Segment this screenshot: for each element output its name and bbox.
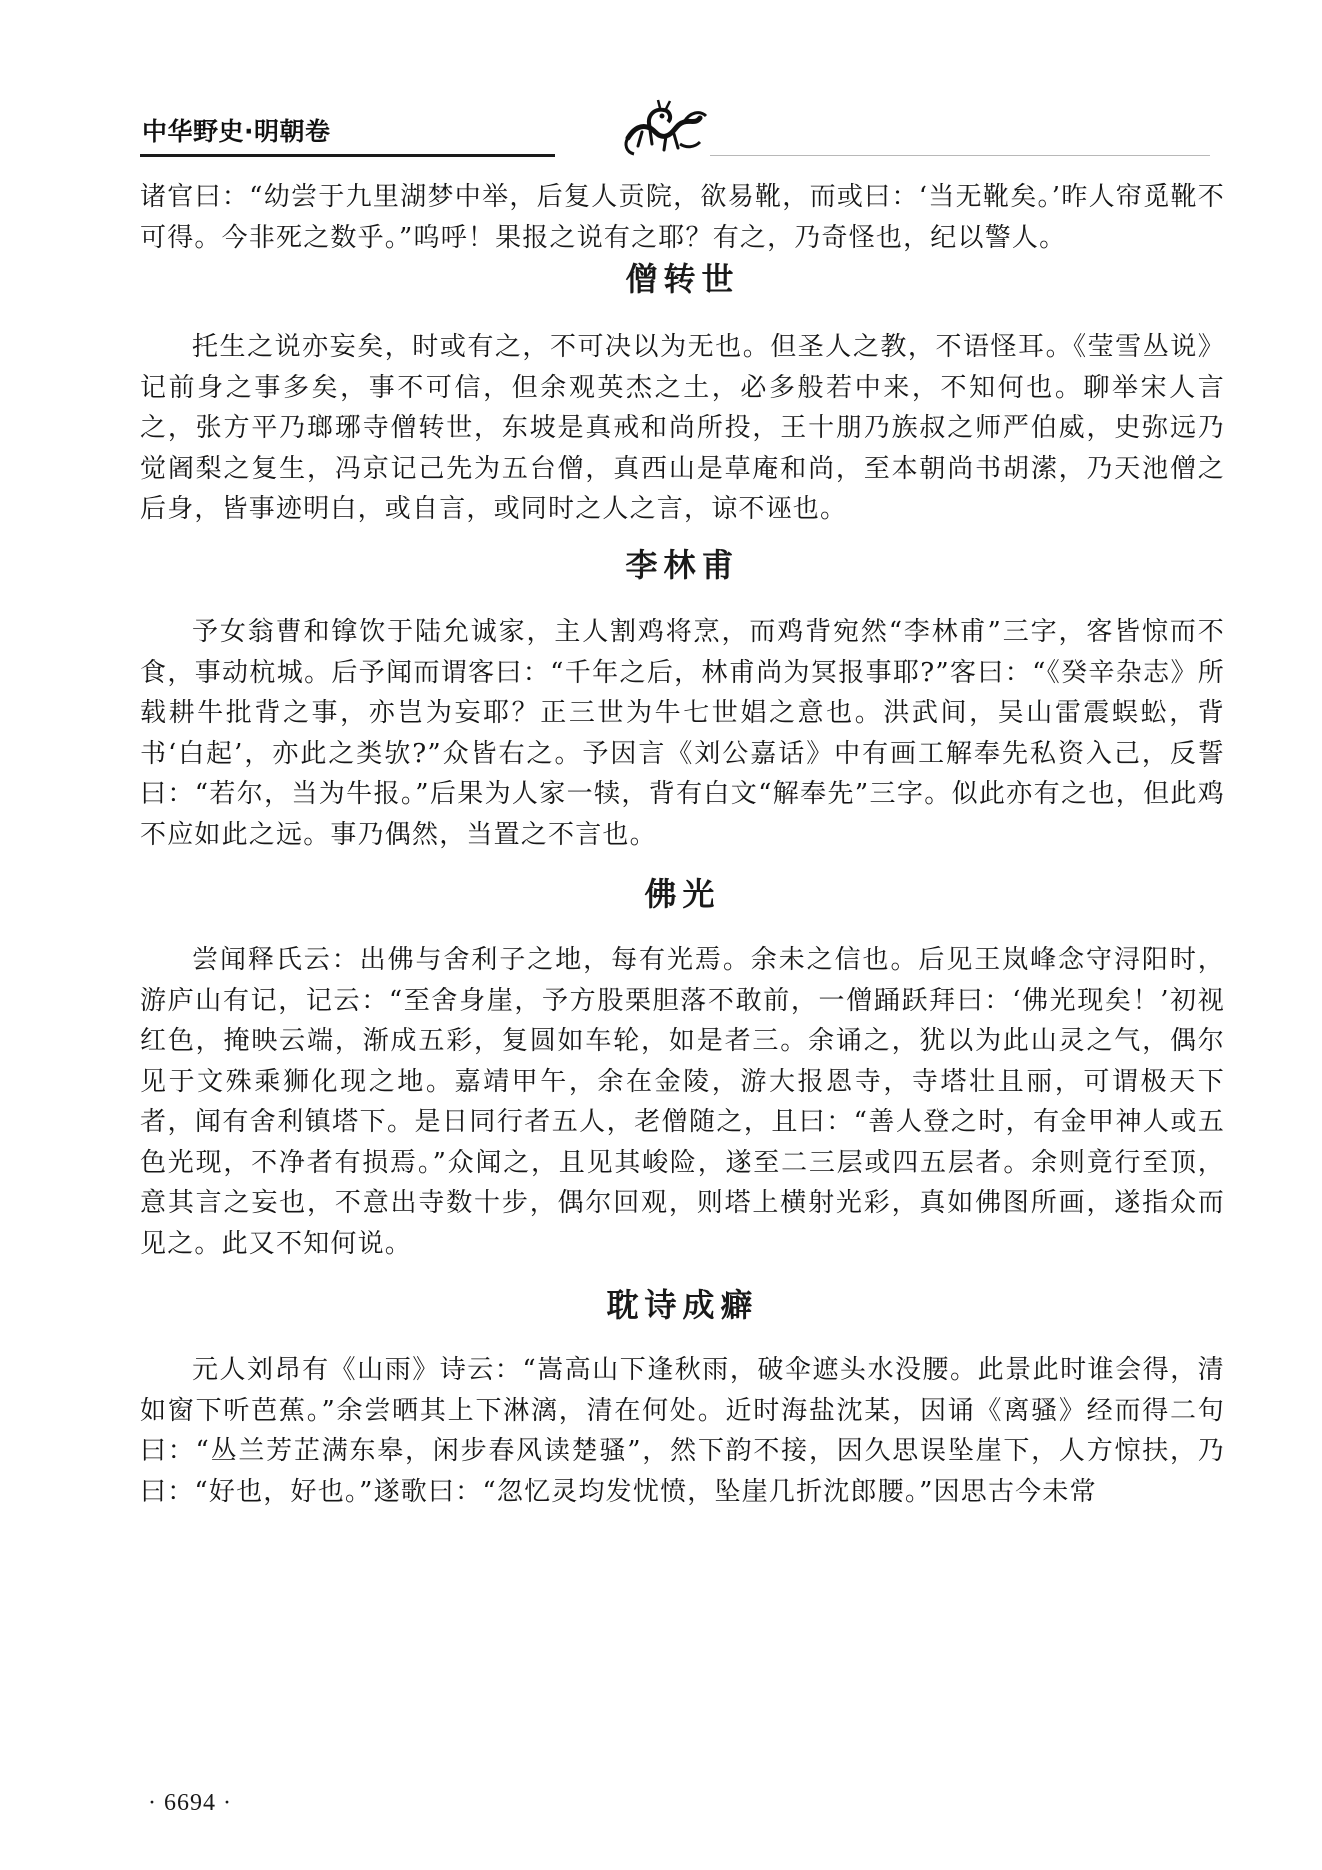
header-title: 中华野史·明朝卷 xyxy=(142,117,331,146)
section-title: 佛光 xyxy=(644,875,721,913)
section-title: 李林甫 xyxy=(625,546,740,584)
section-paragraph: 予女翁曹和镎饮于陆允诚家，主人割鸡将烹，而鸡背宛然“李林甫”三字，客皆惊而不食，事动杭城。后予闻而谓客曰：“千年之后，林甫尚为冥报事耶?”客曰：“《癸辛杂志》所载耕牛批背之事，亦岂为妄耶？正三世为牛七世娼之意也。洪武间，吴山雷震蜈蚣，背书‘白起’，亦此之类欤?”众皆右之。予因言《刘公嘉话》中有画工解奉先私资入己，反誓曰：“若尔，当为牛报。”后果为人家一犊，背有白文“解奉先”三字。似此亦有之也，但此鸡不应如此之远。事乃偶然，当置之不言也。 xyxy=(140,617,1225,850)
section-title: 耽诗成癖 xyxy=(606,1286,759,1324)
page-number: · 6694 · xyxy=(148,1790,232,1816)
header-rule-thin xyxy=(710,155,1210,156)
header-rule xyxy=(140,154,555,157)
section-paragraph: 尝闻释氏云：出佛与舍利子之地，每有光焉。余未之信也。后见王岚峰念守浔阳时，游庐山有记，记云：“至舍身崖，予方股栗胆落不敢前，一僧踊跃拜曰：‘佛光现矣！’初视红色，掩映云端，渐成五彩，复圆如车轮，如是者三。余诵之，犹以为此山灵之气，偶尔见于文殊乘狮化现之地。嘉靖甲午，余在金陵，游大报恩寺，寺塔壮且丽，可谓极天下者，闻有舍利镇塔下。是日同行者五人，老僧随之，且曰：“善人登之时，有金甲神人或五色光现，不净者有损焉。”众闻之，且见其峻险，遂至二三层或四五层者。余则竟行至顶，意其言之妄也，不意出寺数十步，偶尔回观，则塔上横射光彩，真如佛图所画，遂指众而见之。此又不知何说。 xyxy=(140,945,1225,1259)
section-title: 僧转世 xyxy=(625,260,740,298)
dragon-icon xyxy=(620,98,710,162)
opening-paragraph: 诸官曰：“幼尝于九里湖梦中举，后复人贡院，欲易靴，而或曰：‘当无靴矣。’昨人帘觅靴不可得。今非死之数乎。”呜呼！果报之说有之耶？有之，乃奇怪也，纪以警人。 xyxy=(140,182,1225,253)
section-paragraph: 托生之说亦妄矣，时或有之，不可决以为无也。但圣人之教，不语怪耳。《莹雪丛说》记前身之事多矣，事不可信，但余观英杰之土，必多般若中来，不知何也。聊举宋人言之，张方平乃瑯琊寺僧转世，东坡是真戒和尚所投，王十朋乃族叔之师严伯威，史弥远乃觉阇梨之复生，冯京记己先为五台僧，真西山是草庵和尚，至本朝尚书胡潆，乃天池僧之后身，皆事迹明白，或自言，或同时之人之言，谅不诬也。 xyxy=(140,332,1225,524)
section-paragraph: 元人刘昂有《山雨》诗云：“嵩高山下逢秋雨，破伞遮头水没腰。此景此时谁会得，清如窗下听芭蕉。”余尝晒其上下淋漓，清在何处。近时海盐沈某，因诵《离骚》经而得二句曰：“丛兰芳芷满东皋，闲步春风读楚骚”，然下韵不接，因久思误坠崖下，人方惊扶，乃曰：“好也，好也。”遂歌曰：“忽忆灵均发忧愤，坠崖几折沈郎腰。”因思古今未常 xyxy=(140,1355,1225,1507)
running-header xyxy=(140,98,1240,160)
